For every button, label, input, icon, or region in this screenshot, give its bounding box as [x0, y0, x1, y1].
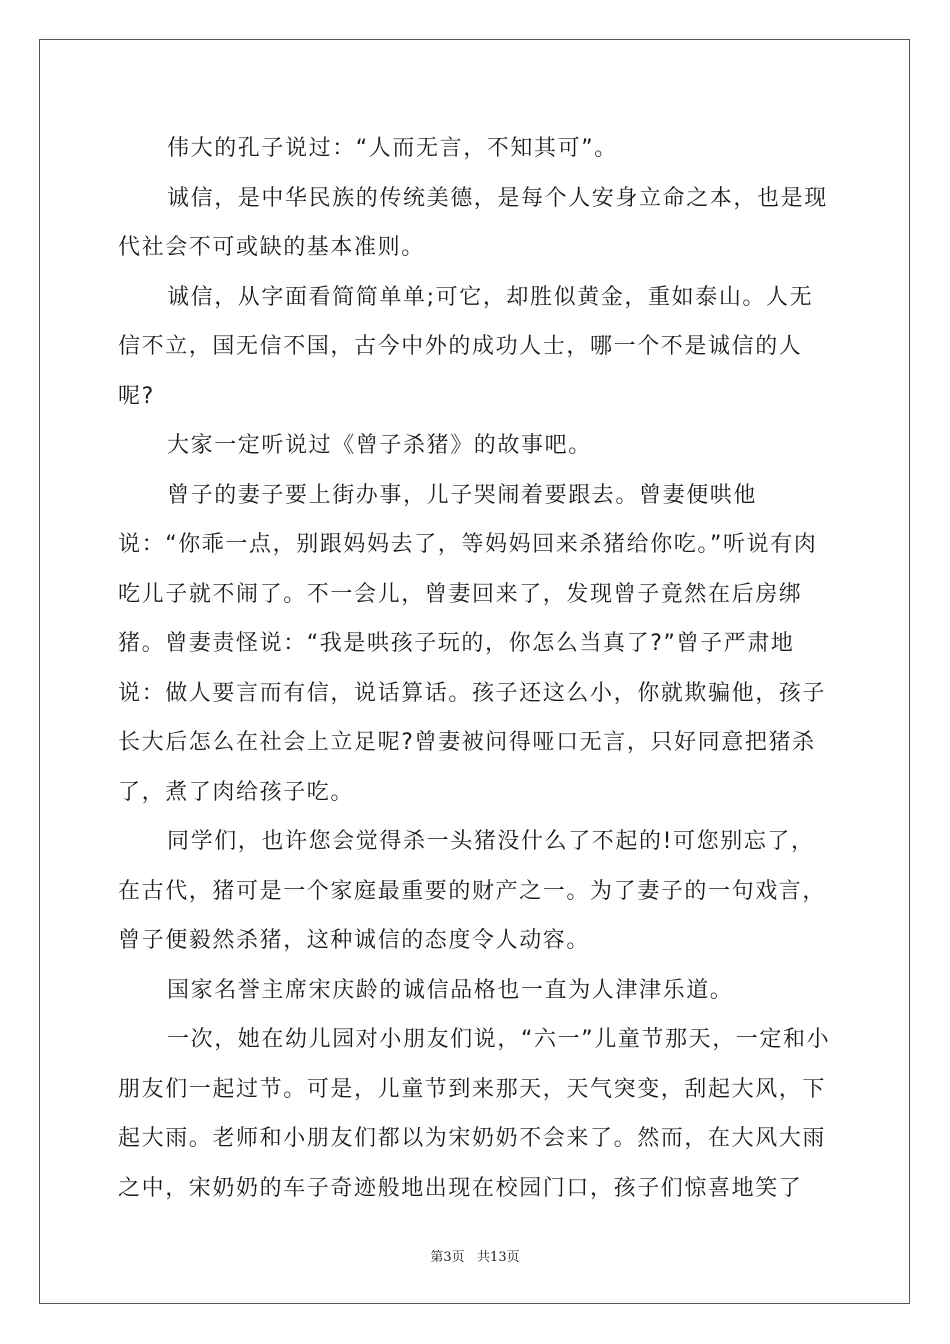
page-number-footer: 第3页 共13页 — [430, 1250, 520, 1265]
paragraph-3: 诚信，从字面看简简单单;可它，却胜似黄金，重如泰山。人无信不立，国无信不国，古今中外的成功人士，哪一个不是诚信的人呢? — [118, 284, 814, 409]
paragraph-7: 国家名誉主席宋庆龄的诚信品格也一直为人津津乐道。 — [167, 977, 734, 1003]
paragraph-1: 伟大的孔子说过：“人而无言，不知其可”。 — [167, 136, 618, 161]
paragraph-8: 一次，她在幼儿园对小朋友们说，“六一”儿童节那天，一定和小朋友们一起过节。可是，儿童节到来那天，天气突变，刮起大风，下起大雨。老师和小朋友们都以为宋奶奶不会来了。然而，在大风大雨之中，宋奶奶的车子奇迹般地出现在校园门口，孩子们惊喜地笑了 — [118, 1027, 831, 1201]
paragraph-5: 曾子的妻子要上街办事，儿子哭闹着要跟去。曾妻便哄他说：“你乖一点，别跟妈妈去了，等妈妈回来杀猪给你吃。”听说有肉吃儿子就不闹了。不一会儿，曾妻回来了，发现曾子竟然在后房绑猪。曾妻责怪说：“我是哄孩子玩的，你怎么当真了?”曾子严肃地说：做人要言而有信，说话算话。孩子还这么小，你就欺骗他，孩子长大后怎么在社会上立足呢?曾妻被问得哑口无言，只好同意把猪杀了，煮了肉给孩子吃。 — [118, 482, 827, 805]
document-body — [118, 124, 834, 1213]
paragraph-4: 大家一定听说过《曾子杀猪》的故事吧。 — [167, 433, 592, 458]
paragraph-2: 诚信，是中华民族的传统美德，是每个人安身立命之本，也是现代社会不可或缺的基本准则。 — [118, 185, 828, 260]
paragraph-6: 同学们，也许您会觉得杀一头猪没什么了不起的!可您别忘了，在古代，猪可是一个家庭最重要的财产之一。为了妻子的一句戏言，曾子便毅然杀猪，这种诚信的态度令人动容。 — [118, 829, 827, 953]
